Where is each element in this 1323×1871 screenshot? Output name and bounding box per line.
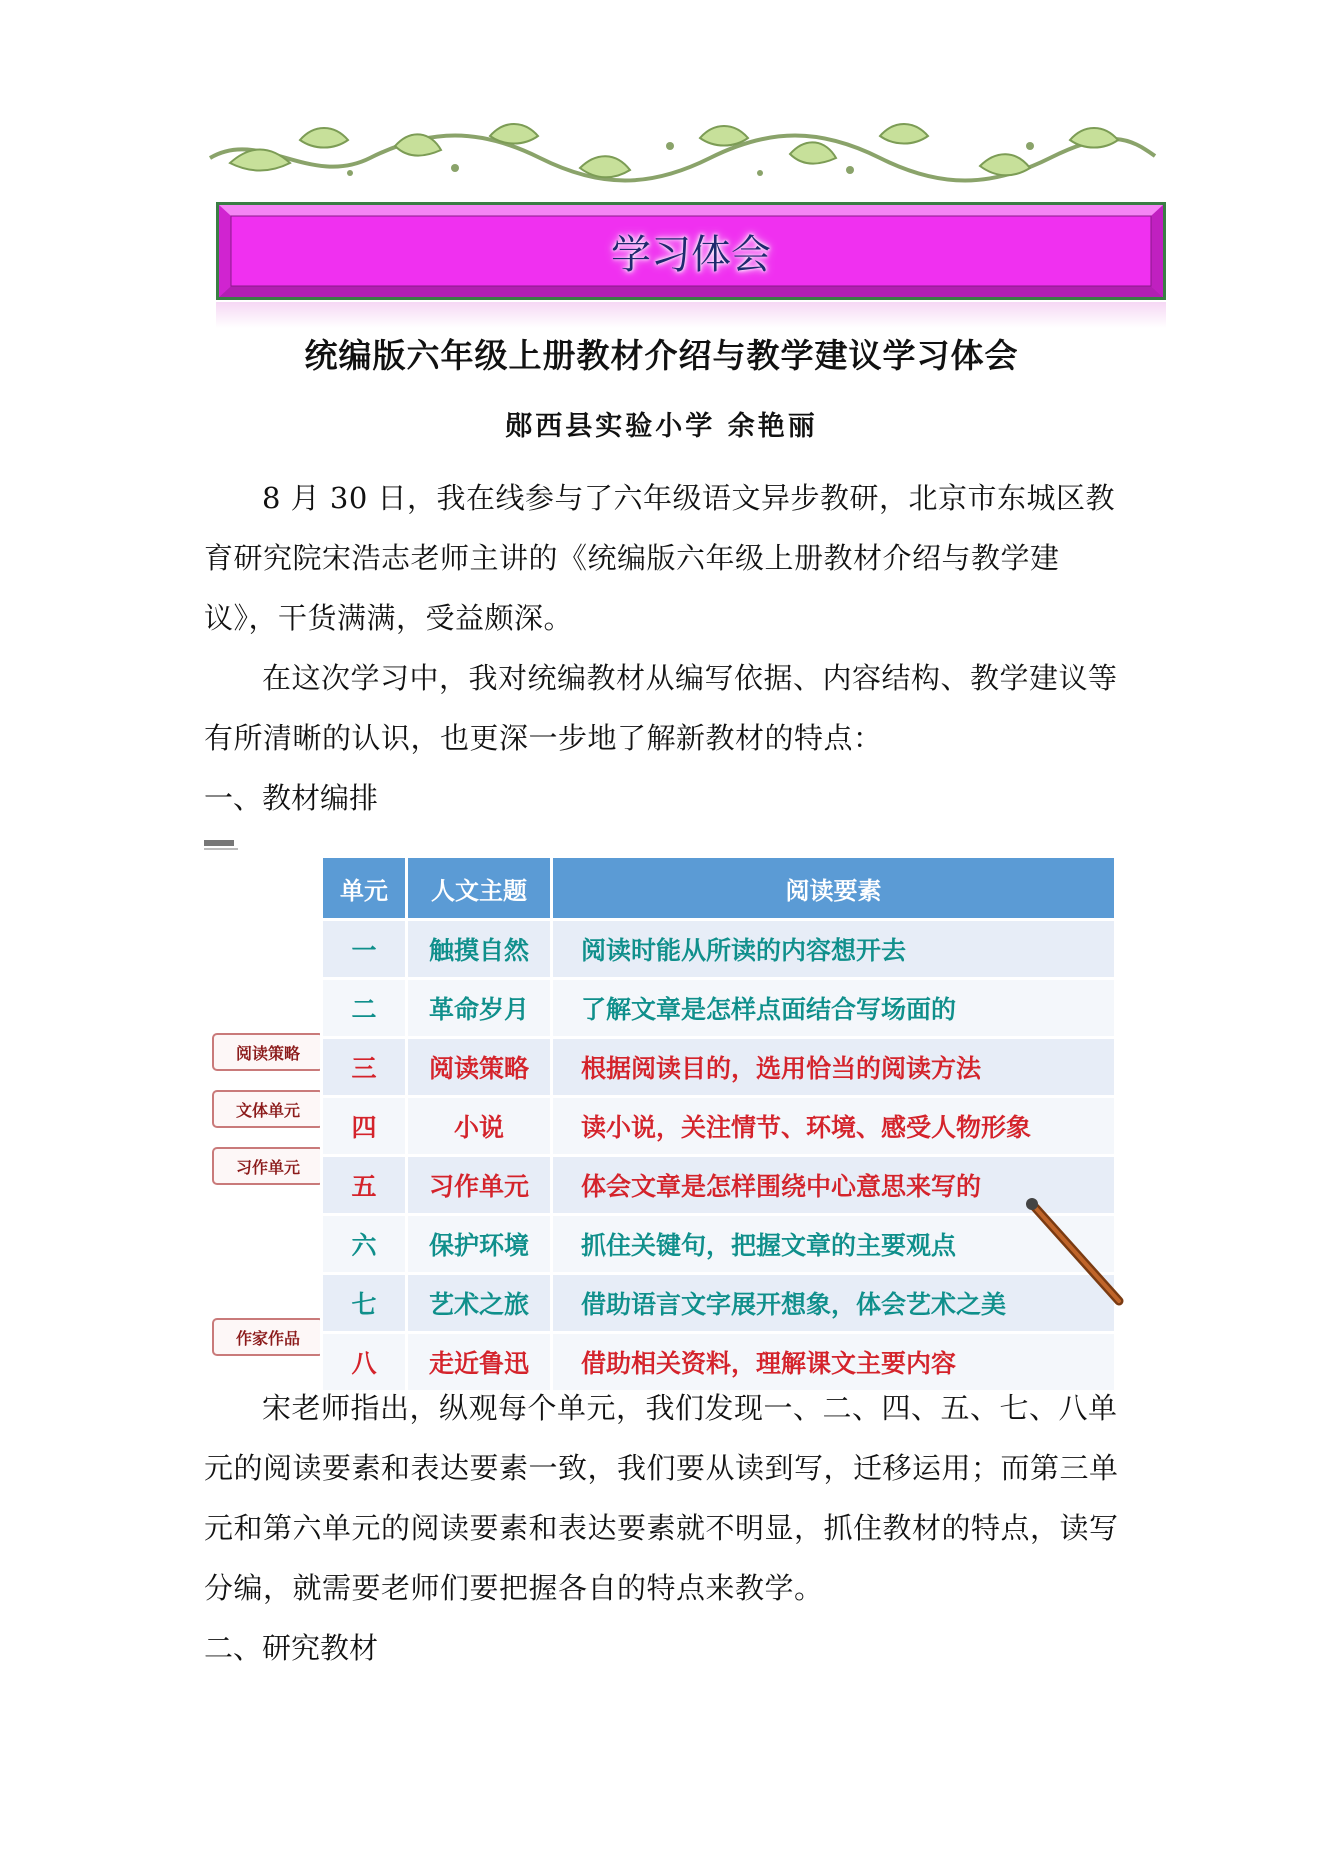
cell-element: 读小说，关注情节、环境、感受人物形象 [552, 1097, 1115, 1156]
cell-unit: 四 [322, 1097, 407, 1156]
unit-table-figure [204, 838, 1114, 1378]
author-line: 郧西县实验小学 余艳丽 [505, 411, 818, 442]
cell-element: 抓住关键句，把握文章的主要观点 [552, 1215, 1115, 1274]
cell-theme: 革命岁月 [407, 979, 552, 1038]
document-title: 统编版六年级上册教材介绍与教学建议学习体会 [304, 336, 1019, 375]
banner-title: 学习体会 [611, 231, 771, 278]
table-header-row [322, 858, 1115, 920]
pointer-stick-icon [1024, 1196, 1124, 1306]
cell-element: 体会文章是怎样围绕中心意思来写的 [552, 1156, 1115, 1215]
cell-unit: 一 [322, 920, 407, 979]
header-element: 阅读要素 [552, 858, 1115, 920]
cell-theme: 走近鲁迅 [407, 1333, 552, 1391]
side-label-genre-unit: 文体单元 [212, 1090, 324, 1128]
paragraph-teacher-note: 宋老师指出，纵观每个单元，我们发现一、二、四、五、七、八单元的阅读要素和表达要素一致，我们要从读到写，迁移运用；而第三单元和第六单元的阅读要素和表达要素就不明显，抓住教材的特点，读写分编，就需要老师们要把握各自的特点来教学。 [204, 1391, 1119, 1605]
vine-decoration [200, 118, 1160, 188]
table-row [322, 920, 1115, 979]
cell-element: 阅读时能从所读的内容想开去 [552, 920, 1115, 979]
cell-element: 借助相关资料，理解课文主要内容 [552, 1333, 1115, 1391]
side-label-author-works: 作家作品 [212, 1318, 324, 1356]
table-row [322, 1156, 1115, 1215]
table-row [322, 1038, 1115, 1097]
cell-element: 借助语言文字展开想象，体会艺术之美 [552, 1274, 1115, 1333]
cell-unit: 七 [322, 1274, 407, 1333]
logo-mark-icon [204, 838, 238, 852]
cell-theme: 阅读策略 [407, 1038, 552, 1097]
cell-theme: 保护环境 [407, 1215, 552, 1274]
cell-element: 了解文章是怎样点面结合写场面的 [552, 979, 1115, 1038]
table-row [322, 1215, 1115, 1274]
paragraph-intro: 8 月 30 日，我在线参与了六年级语文异步教研，北京市东城区教育研究院宋浩志老师主讲的《统编版六年级上册教材介绍与教学建议》，干货满满，受益颇深。 [204, 481, 1116, 635]
paragraph-learning: 在这次学习中，我对统编教材从编写依据、内容结构、教学建议等有所清晰的认识，也更深一步地了解新教材的特点： [204, 661, 1118, 755]
cell-element: 根据阅读目的，选用恰当的阅读方法 [552, 1038, 1115, 1097]
header-unit: 单元 [322, 858, 407, 920]
section-heading-study: 二、研究教材 [204, 1631, 379, 1665]
cell-unit: 六 [322, 1215, 407, 1274]
cell-unit: 二 [322, 979, 407, 1038]
side-label-writing-unit: 习作单元 [212, 1147, 324, 1185]
cell-unit: 三 [322, 1038, 407, 1097]
header-theme: 人文主题 [407, 858, 552, 920]
table-body [322, 920, 1115, 1391]
cell-theme: 小说 [407, 1097, 552, 1156]
cell-theme: 习作单元 [407, 1156, 552, 1215]
table-row [322, 1097, 1115, 1156]
cell-unit: 八 [322, 1333, 407, 1391]
table-row [322, 1274, 1115, 1333]
table-row [322, 979, 1115, 1038]
banner-reflection [216, 302, 1166, 328]
side-label-reading-strategy: 阅读策略 [212, 1033, 324, 1071]
cell-unit: 五 [322, 1156, 407, 1215]
cell-theme: 触摸自然 [407, 920, 552, 979]
cell-theme: 艺术之旅 [407, 1274, 552, 1333]
unit-table [320, 858, 1114, 1390]
section-heading-arrangement: 一、教材编排 [204, 781, 379, 815]
